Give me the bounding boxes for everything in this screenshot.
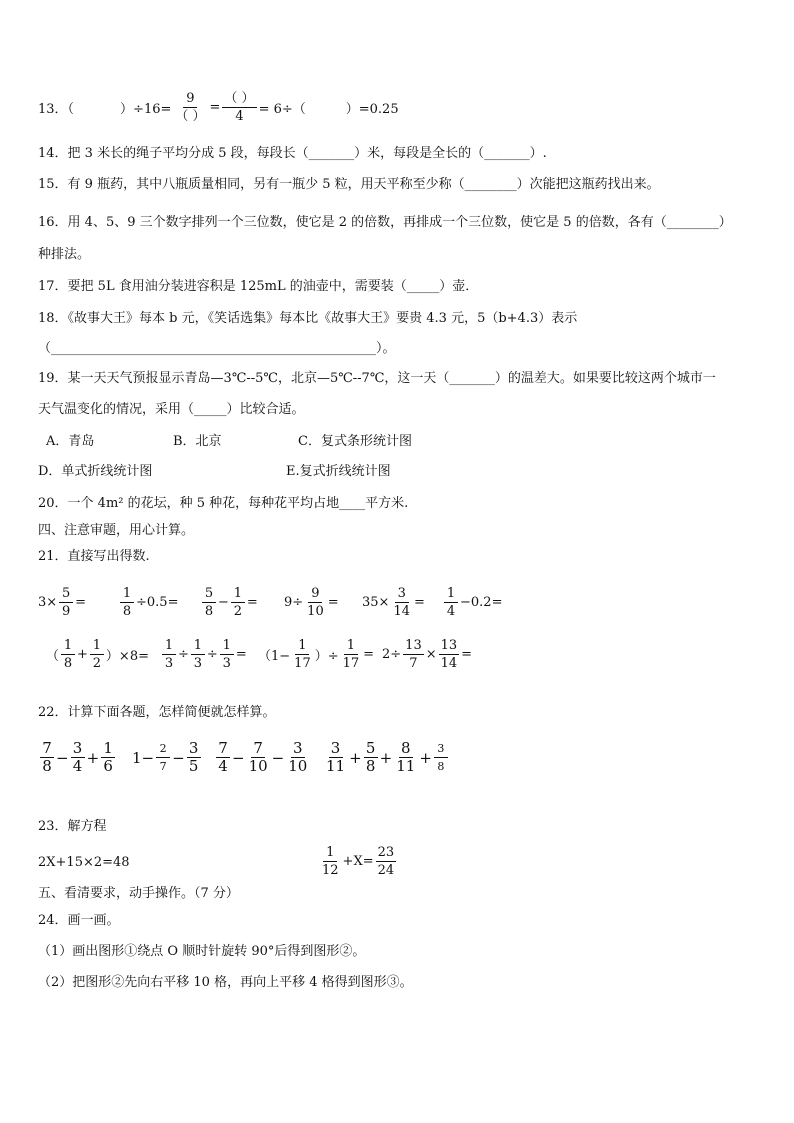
q13-text: ）÷16= (120, 102, 172, 117)
fraction: $\frac{( )}{4}$ (224, 91, 255, 124)
calc-item: 2÷ $\frac{13}{7}$ × $\frac{13}{14}$ = (382, 638, 473, 671)
question-13: 13．（ ）÷16= $\frac{9}{( )}$ = $\frac{( )}{4}$ = 6÷（ ）=0.25 (38, 91, 399, 124)
expression: $\frac{7}{4}$ − $\frac{7}{10}$ − $\frac{3}{10}$ (214, 740, 311, 775)
calc-item: 3× $\frac{5}{9}$ = (38, 586, 87, 619)
fraction: $\frac{9}{( )}$ (175, 91, 206, 124)
question-23: 23．解方程 (38, 819, 107, 834)
calc-item: $\frac{1}{3}$ ÷ $\frac{1}{3}$ ÷ $\frac{1}{3}$ = (160, 637, 247, 672)
expression: 1− $\frac{2}{7}$ − $\frac{3}{5}$ (132, 740, 203, 775)
question-16-line2: 种排法。 (38, 247, 91, 262)
calc-item: $\frac{1}{4}$ −0.2= (442, 585, 502, 620)
option-b: B．北京 (173, 434, 222, 449)
question-16-line1: 16．用 4、5、9 三个数字排列一个三位数，使它是 2 的倍数，再排成一个三位数，使它是 5 的倍数，各有（________） (38, 215, 732, 230)
question-18-line2: （__________________________________________________）。 (38, 341, 396, 356)
question-22: 22．计算下面各题，怎样简便就怎样算。 (38, 705, 276, 720)
calc-item: $\frac{5}{8}$ − $\frac{1}{2}$ = (200, 585, 258, 620)
section-5-title: 五、看清要求，动手操作。（7 分） (38, 886, 239, 901)
question-24-1: （1）画出图形①绕点 O 顺时针旋转 90°后得到图形②。 (38, 944, 366, 959)
question-18-line1: 18．《故事大王》每本 b 元，《笑话选集》每本比《故事大王》要贵 4.3 元，5（b+4.3）表示 (38, 311, 578, 326)
option-a: A．青岛 (46, 434, 95, 449)
question-20: 20．一个 4m² 的花坛，种 5 种花，每种花平均占地____平方米. (38, 496, 409, 511)
option-d: D．单式折线统计图 (38, 464, 153, 479)
question-19-line1: 19．某一天天气预报显示青岛—3℃--5℃，北京—5℃--7℃，这一天（_______）的温差大。如果要比较这两个城市一 (38, 371, 716, 386)
question-24-2: （2）把图形②先向右平移 10 格，再向上平移 4 格得到图形③。 (38, 975, 413, 990)
section-4-title: 四、注意审题，用心计算。 (38, 523, 195, 538)
question-15: 15．有 9 瓶药，其中八瓶质量相同，另有一瓶少 5 粒，用天平称至少称（________）次能把这瓶药找出来。 (38, 177, 660, 192)
equation-2: $\frac{1}{12}$ +X= $\frac{23}{24}$ (322, 845, 395, 878)
equation-1: 2X+15×2=48 (38, 855, 130, 870)
expression: $\frac{3}{11}$ + $\frac{5}{8}$ + $\frac{8}{11}$ + $\frac{3}{8}$ (322, 740, 450, 775)
question-17: 17．要把 5L 食用油分装进容积是 125mL 的油壶中，需要装（_____）壶． (38, 279, 479, 294)
question-19-line2: 天气温变化的情况，采用（_____）比较合适。 (38, 402, 305, 417)
calc-item: 9÷ $\frac{9}{10}$ = (284, 586, 339, 619)
q13-text: = 6÷（ (258, 102, 306, 117)
calc-item: （1− $\frac{1}{17}$ ）÷ $\frac{1}{17}$ = (258, 638, 375, 671)
q13-text: 13．（ (38, 102, 75, 117)
question-21: 21．直接写出得数. (38, 549, 150, 564)
calc-item: 35× $\frac{3}{14}$ = (362, 586, 425, 619)
question-24: 24．画一画。 (38, 913, 120, 928)
calc-item: $\frac{1}{8}$ ÷0.5= (118, 585, 178, 620)
option-c: C．复式条形统计图 (298, 434, 412, 449)
option-e: E.复式折线统计图 (286, 464, 391, 479)
q13-text: ）=0.25 (345, 102, 399, 117)
question-14: 14．把 3 米长的绳子平均分成 5 段，每段长（_______）米，每段是全长的（_______）. (38, 146, 547, 161)
calc-item: （ $\frac{1}{8}$ + $\frac{1}{2}$ ）×8= (46, 638, 149, 671)
expression: $\frac{7}{8}$ − $\frac{3}{4}$ + $\frac{1}{6}$ (38, 740, 117, 775)
